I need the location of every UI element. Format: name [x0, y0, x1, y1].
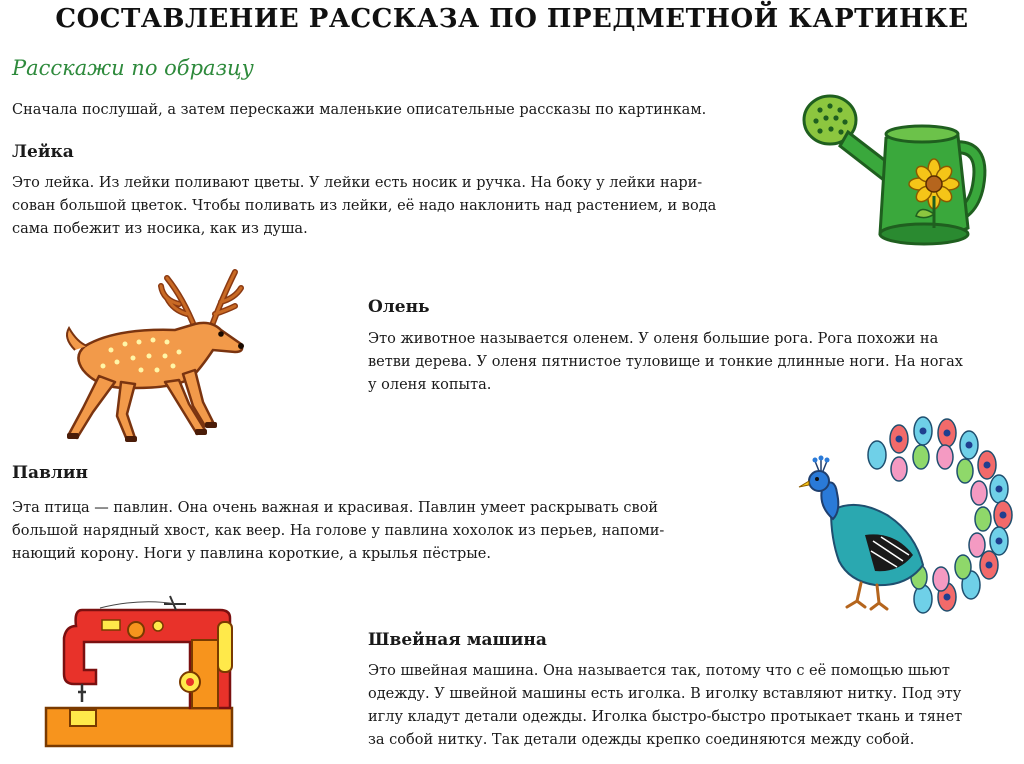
page-subtitle: Расскажи по образцу	[12, 56, 254, 80]
story-line: Это лейка. Из лейки поливают цветы. У лейки есть носик и ручка. На боку у лейки нари-	[12, 175, 703, 191]
watering-can-icon	[800, 88, 990, 253]
story-heading-sewing-machine: Швейная машина	[368, 630, 547, 650]
story-heading-peacock: Павлин	[12, 463, 88, 483]
sewing-machine-icon	[40, 592, 240, 752]
deer-icon	[55, 258, 255, 446]
page-title: СОСТАВЛЕНИЕ РАССКАЗА ПО ПРЕДМЕТНОЙ КАРТИНКЕ	[55, 4, 969, 34]
story-line: большой нарядный хвост, как веер. На голове у павлина хохолок из перьев, напоми-	[12, 523, 665, 539]
intro-text: Сначала послушай, а затем перескажи маленькие описательные рассказы по картинкам.	[12, 102, 707, 118]
story-text-sewing-machine	[368, 660, 1018, 752]
story-text-watering-can	[12, 172, 782, 241]
peacock-icon	[795, 415, 1020, 615]
story-line: иглу кладут детали одежды. Иголка быстро-быстро протыкает ткань и тянет	[368, 709, 963, 725]
story-heading-watering-can: Лейка	[12, 142, 74, 162]
story-line: за собой нитку. Так детали одежды крепко соединяются между собой.	[368, 732, 915, 748]
story-line: нающий корону. Ноги у павлина короткие, а крылья пёстрые.	[12, 546, 491, 562]
story-line: одежду. У швейной машины есть иголка. В иголку вставляют нитку. Под эту	[368, 686, 962, 702]
story-line: Это животное называется оленем. У оленя большие рога. Рога похожи на	[368, 331, 939, 347]
story-line: ветви дерева. У оленя пятнистое туловище и тонкие длинные ноги. На ногах	[368, 354, 963, 370]
story-text-peacock	[12, 497, 782, 566]
story-line: сован большой цветок. Чтобы поливать из лейки, её надо наклонить над растением, и вода	[12, 198, 717, 214]
story-text-deer	[368, 328, 1008, 397]
story-line: Это швейная машина. Она называется так, потому что с её помощью шьют	[368, 663, 950, 679]
story-heading-deer: Олень	[368, 297, 430, 317]
story-line: Эта птица — павлин. Она очень важная и красивая. Павлин умеет раскрывать свой	[12, 500, 659, 516]
story-line: сама побежит из носика, как из душа.	[12, 221, 308, 237]
story-line: у оленя копыта.	[368, 377, 492, 393]
